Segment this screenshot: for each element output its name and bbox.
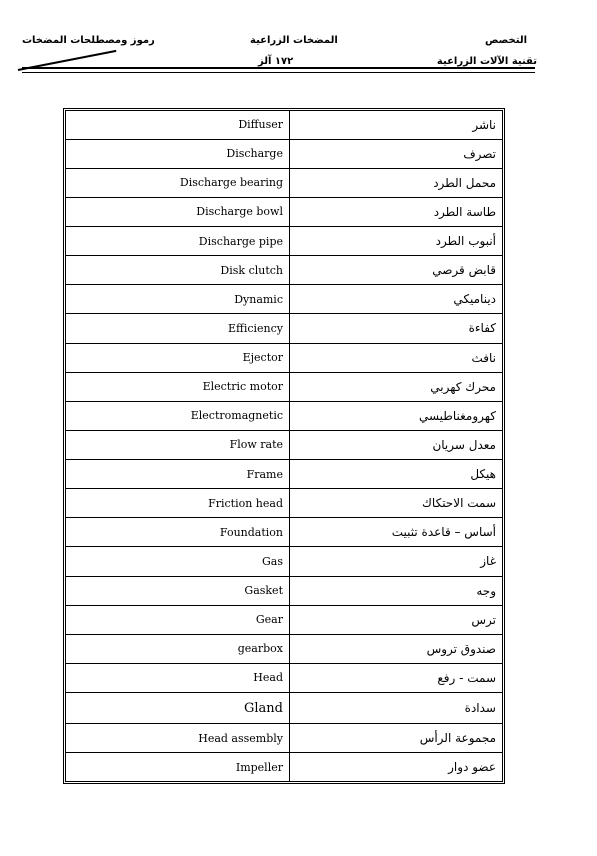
- arabic-term: غاز: [290, 547, 503, 576]
- header-specialty: التخصص: [485, 35, 527, 46]
- header-rule-thin: [22, 72, 535, 73]
- english-term: Efficiency: [66, 314, 290, 343]
- arabic-term: معدل سريان: [290, 430, 503, 459]
- english-term: Electromagnetic: [66, 401, 290, 430]
- table-row: [66, 401, 502, 430]
- arabic-term: وجه: [290, 576, 503, 605]
- table-row: [66, 256, 502, 285]
- arabic-term: طاسة الطرد: [290, 197, 503, 226]
- arabic-term: أساس – قاعدة تثبيت: [290, 518, 503, 547]
- english-term: gearbox: [66, 634, 290, 663]
- arabic-term: سدادة: [290, 693, 503, 724]
- header-course: المضخات الزراعية: [250, 35, 338, 46]
- arabic-term: هيكل: [290, 460, 503, 489]
- table-row: [66, 634, 502, 663]
- table-row: [66, 518, 502, 547]
- table-row: [66, 111, 502, 139]
- arabic-term: محرك كهربي: [290, 372, 503, 401]
- header-course-code: ١٧٢ آلز: [258, 56, 294, 67]
- english-term: Ejector: [66, 343, 290, 372]
- arabic-term: كهرومغناطيسي: [290, 401, 503, 430]
- arabic-term: ديناميكي: [290, 285, 503, 314]
- english-term: Discharge bearing: [66, 168, 290, 197]
- english-term: Disk clutch: [66, 256, 290, 285]
- arabic-term: كفاءة: [290, 314, 503, 343]
- english-term: Diffuser: [66, 111, 290, 139]
- english-term: Dynamic: [66, 285, 290, 314]
- arabic-term: عضو دوار: [290, 753, 503, 781]
- table-row: [66, 285, 502, 314]
- table-row: [66, 605, 502, 634]
- english-term: Discharge bowl: [66, 197, 290, 226]
- english-term: Impeller: [66, 753, 290, 781]
- english-term: Frame: [66, 460, 290, 489]
- english-term: Gas: [66, 547, 290, 576]
- english-term: Electric motor: [66, 372, 290, 401]
- arabic-term: ترس: [290, 605, 503, 634]
- header-rule: [22, 67, 535, 69]
- english-term: Foundation: [66, 518, 290, 547]
- english-term: Gear: [66, 605, 290, 634]
- glossary-table: [63, 108, 505, 784]
- english-term: Head assembly: [66, 724, 290, 753]
- table-row: [66, 663, 502, 692]
- arabic-term: صندوق تروس: [290, 634, 503, 663]
- table-row: [66, 460, 502, 489]
- table-row: [66, 753, 502, 781]
- table-row: [66, 576, 502, 605]
- table-row: [66, 197, 502, 226]
- arabic-term: أنبوب الطرد: [290, 227, 503, 256]
- english-term: Discharge pipe: [66, 227, 290, 256]
- arabic-term: سمت - رفع: [290, 663, 503, 692]
- english-term: Gasket: [66, 576, 290, 605]
- english-term: Discharge: [66, 139, 290, 168]
- table-row: [66, 430, 502, 459]
- table-row: [66, 547, 502, 576]
- english-term: Friction head: [66, 489, 290, 518]
- table-row: [66, 372, 502, 401]
- table-row: [66, 693, 502, 724]
- glossary-rows: [66, 111, 502, 781]
- table-row: [66, 139, 502, 168]
- arabic-term: سمت الاحتكاك: [290, 489, 503, 518]
- arabic-term: قابض قرصي: [290, 256, 503, 285]
- english-term: Gland: [66, 693, 290, 724]
- table-row: [66, 343, 502, 372]
- arabic-term: ناشر: [290, 111, 503, 139]
- arabic-term: مجموعة الرأس: [290, 724, 503, 753]
- arabic-term: تصرف: [290, 139, 503, 168]
- header-program: تقنية الآلات الزراعية: [436, 56, 537, 67]
- english-term: Head: [66, 663, 290, 692]
- table-row: [66, 489, 502, 518]
- table-row: [66, 227, 502, 256]
- arabic-term: محمل الطرد: [290, 168, 503, 197]
- table-row: [66, 314, 502, 343]
- header-document-title: رموز ومصطلحات المضخات: [22, 35, 155, 46]
- table-row: [66, 724, 502, 753]
- english-term: Flow rate: [66, 430, 290, 459]
- arabic-term: نافث: [290, 343, 503, 372]
- table-row: [66, 168, 502, 197]
